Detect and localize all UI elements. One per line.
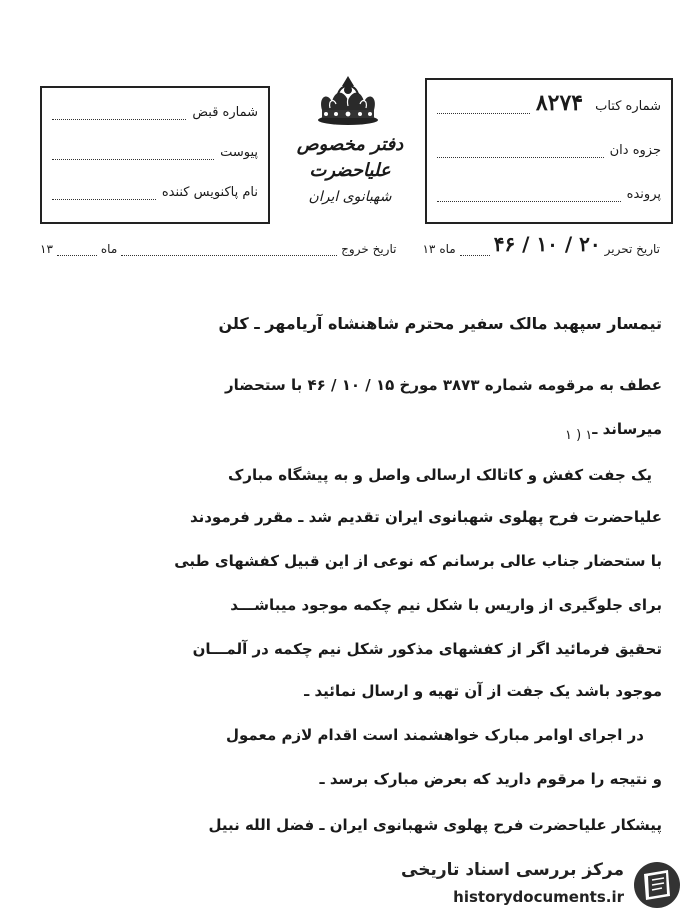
- body-line: علیاحضرت فرح پهلوی شهبانوی ایران تقدیم شد ـ مقرر فرمودند: [189, 508, 662, 526]
- folder-line: [437, 145, 604, 158]
- file-line: [437, 189, 621, 202]
- write-date-line: [460, 245, 490, 256]
- receipt-number-field: [52, 94, 258, 120]
- folder-label: جزوه دان: [609, 143, 661, 158]
- signature-line: پیشکار علیاحضرت فرح پهلوی شهبانوی ایران ـ فضل الله نبیل: [208, 816, 662, 834]
- exit-date-label: تاریخ خروج: [341, 242, 397, 256]
- write-date-label: تاریخ تحریر: [604, 242, 660, 256]
- receipt-number-label: شماره قبض: [192, 105, 258, 120]
- crown-emblem-icon: [308, 72, 388, 128]
- attachment-field: [52, 134, 258, 160]
- date-row: [40, 226, 660, 256]
- attachment-label: پیوست: [220, 145, 258, 160]
- letter-number-value: ۸۲۷۴: [535, 90, 584, 116]
- body-line: موجود باشد یک جفت از آن تهیه و ارسال نمائید ـ: [304, 682, 662, 700]
- write-date-value: ۲۰ / ۱۰ / ۴۶: [493, 232, 601, 256]
- body-line: با ستحضار جناب عالی برسانم که نوعی از این قبیل کفشهای طبی: [174, 552, 662, 570]
- archive-site: historydocuments.ir: [453, 888, 624, 906]
- receipt-number-line: [52, 107, 186, 120]
- body-line: در اجرای اوامر مبارک خواهشمند است اقدام لازم معمول: [226, 726, 644, 744]
- typist-field: [52, 174, 258, 200]
- right-header-box: [425, 78, 673, 224]
- office-title: [270, 132, 430, 210]
- exit-month-label: ماه: [100, 242, 118, 256]
- exit-year-label: ۱۳: [40, 242, 53, 256]
- office-title-line2: شهبانوی ایران: [308, 189, 392, 205]
- body-line: تحقیق فرمائید اگر از کفشهای مذکور شکل نیم چکمه در آلمـــان: [192, 640, 662, 658]
- file-label: پرونده: [626, 187, 661, 202]
- exit-date-line: [121, 245, 337, 256]
- office-title-line1: دفتر مخصوص علیاحضرت: [296, 134, 404, 181]
- attachment-line: [52, 147, 214, 160]
- letter-number-label: شماره کتاب: [595, 99, 661, 114]
- folder-field: [437, 132, 661, 158]
- letter-number-field: [437, 88, 661, 114]
- typist-line: [52, 187, 156, 200]
- archive-logo-icon: [632, 860, 682, 910]
- body-line: و نتیجه را مرقوم دارید که بعرض مبارک برسد ـ: [319, 770, 662, 788]
- archive-watermark: [382, 858, 682, 914]
- margin-note: ۱ ) ۱: [565, 428, 593, 443]
- write-year-label: ۱۳: [422, 242, 436, 256]
- exit-month-line: [57, 245, 97, 256]
- body-line: یک جفت کفش و کاتالک ارسالی واصل و به پیشگاه مبارک: [228, 466, 652, 484]
- body-line: برای جلوگیری از واریس با شکل نیم چکمه موجود میباشـــد: [230, 596, 662, 614]
- write-month-label: ماه: [439, 242, 456, 256]
- left-header-box: [40, 86, 270, 224]
- body-line: میرساند ـ: [592, 420, 662, 438]
- file-field: [437, 176, 661, 202]
- typist-label: نام پاکنویس کننده: [161, 185, 258, 200]
- recipient-line: تیمسار سپهبد مالک سفیر محترم شاهنشاه آریامهر ـ کلن: [218, 314, 662, 333]
- body-line: عطف به مرقومه شماره ۳۸۷۳ مورخ ۱۵ / ۱۰ / ۴۶ با ستحضار: [225, 376, 662, 394]
- archive-name: مرکز بررسی اسناد تاریخی: [401, 860, 624, 880]
- letter-number-line: [437, 101, 530, 114]
